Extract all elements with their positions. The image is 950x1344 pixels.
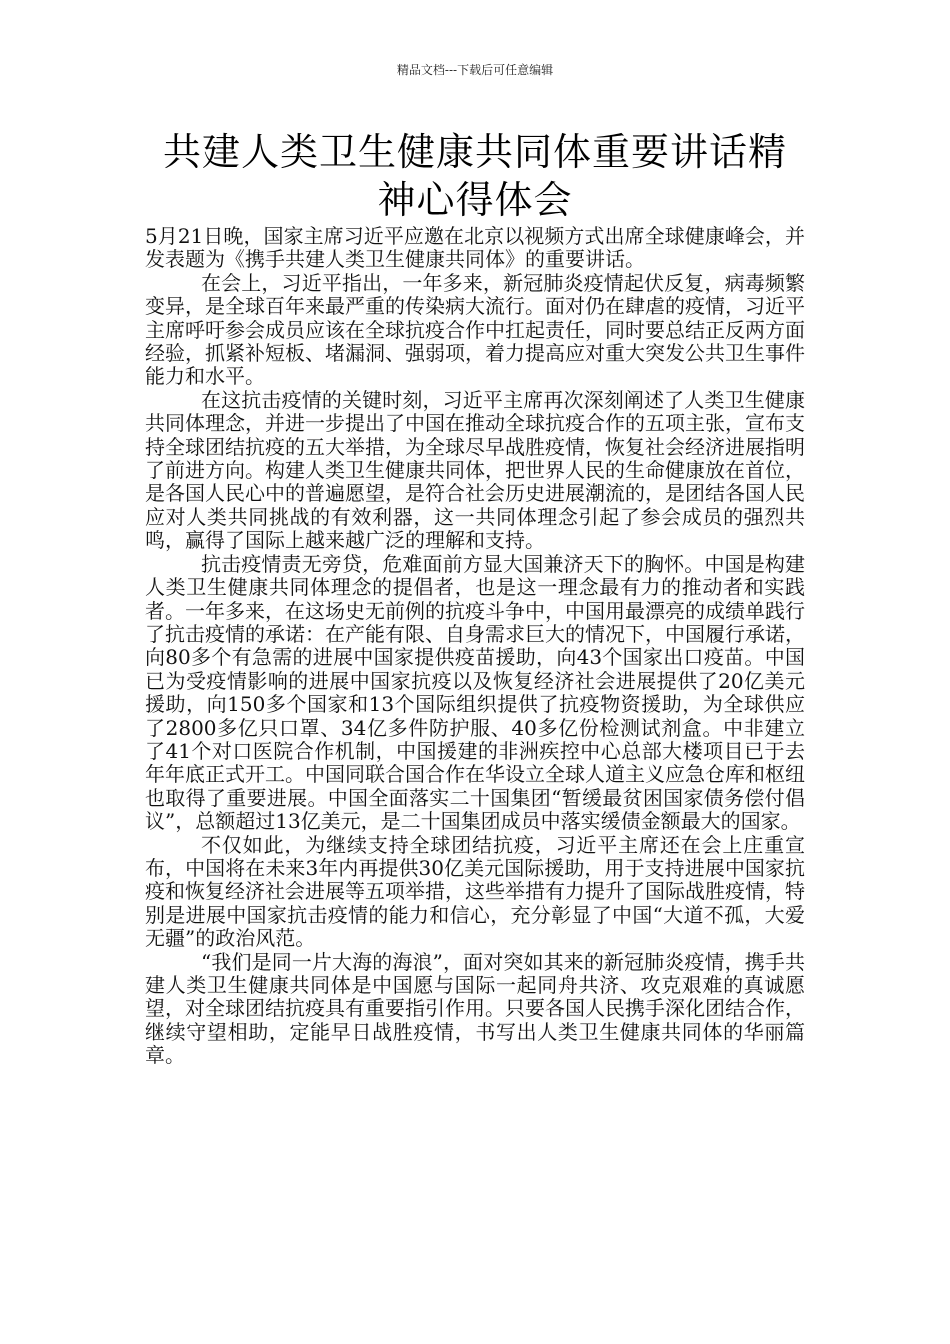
paragraph: 抗击疫情责无旁贷，危难面前方显大国兼济天下的胸怀。中国是构建人类卫生健康共同体理念的提倡者，也是这一理念最有力的推动者和实践者。一年多来，在这场史无前例的抗疫斗争中，中国用最漂亮的成绩单践行了抗击疫情的承诺：在产能有限、自身需求巨大的情况下，中国履行承诺，向80多个有急需的进展中国家提供疫苗援助，向43个国家出口疫苗。中国已为受疫情影响的进展中国家抗疫以及恢复经济社会进展提供了20亿美元援助，向150多个国家和13个国际组织提供了抗疫物资援助，为全球供应了2800多亿只口罩、34亿多件防护服、40多亿份检测试剂盒。中非建立了41个对口医院合作机制，中国援建的非洲疾控中心总部大楼项目已于去年年底正式开工。中国同联合国合作在华设立全球人道主义应急仓库和枢纽也取得了重要进展。中国全面落实二十国集团“暂缓最贫困国家债务偿付倡议”，总额超过13亿美元，是二十国集团成员中落实缓债金额最大的国家。 [145,551,805,834]
paragraph: 不仅如此，为继续支持全球团结抗疫，习近平主席还在会上庄重宣布，中国将在未来3年内再提供30亿美元国际援助，用于支持进展中国家抗疫和恢复经济社会进展等五项举措，这些举措有力提升了国际战胜疫情，特别是进展中国家抗击疫情的能力和信心，充分彰显了中国“大道不孤，大爱无疆”的政治风范。 [145,832,805,951]
paragraph: “我们是同一片大海的海浪”，面对突如其来的新冠肺炎疫情，携手共建人类卫生健康共同体是中国愿与国际一起同舟共济、攻克艰难的真诚愿望，对全球团结抗疫具有重要指引作用。只要各国人民携手深化团结合作，继续守望相助，定能早日战胜疫情，书写出人类卫生健康共同体的华丽篇章。 [145,949,805,1068]
paragraph: 在这抗击疫情的关键时刻，习近平主席再次深刻阐述了人类卫生健康共同体理念，并进一步提出了中国在推动全球抗疫合作的五项主张，宣布支持全球团结抗疫的五大举措，为全球尽早战胜疫情，恢复社会经济进展指明了前进方向。构建人类卫生健康共同体，把世界人民的生命健康放在首位，是各国人民心中的普遍愿望，是符合社会历史进展潮流的，是团结各国人民应对人类共同挑战的有效利器，这一共同体理念引起了参会成员的强烈共鸣，赢得了国际上越来越广泛的理解和支持。 [145,387,805,553]
document-title: 共建人类卫生健康共同体重要讲话精神心得体会 [162,130,787,222]
paragraph-intro: 5月21日晚，国家主席习近平应邀在北京以视频方式出席全球健康峰会，并发表题为《携手共建人类卫生健康共同体》的重要讲话。 [145,224,805,272]
document-body [145,225,805,1068]
paragraph: 在会上，习近平指出，一年多来，新冠肺炎疫情起伏反复，病毒频繁变异，是全球百年来最严重的传染病大流行。面对仍在肆虐的疫情，习近平主席呼吁参会成员应该在全球抗疫合作中扛起责任，同时要总结正反两方面经验，抓紧补短板、堵漏洞、强弱项，着力提高应对重大突发公共卫生事件能力和水平。 [145,270,805,389]
header-note: 精品文档---下载后可任意编辑 [396,63,554,77]
